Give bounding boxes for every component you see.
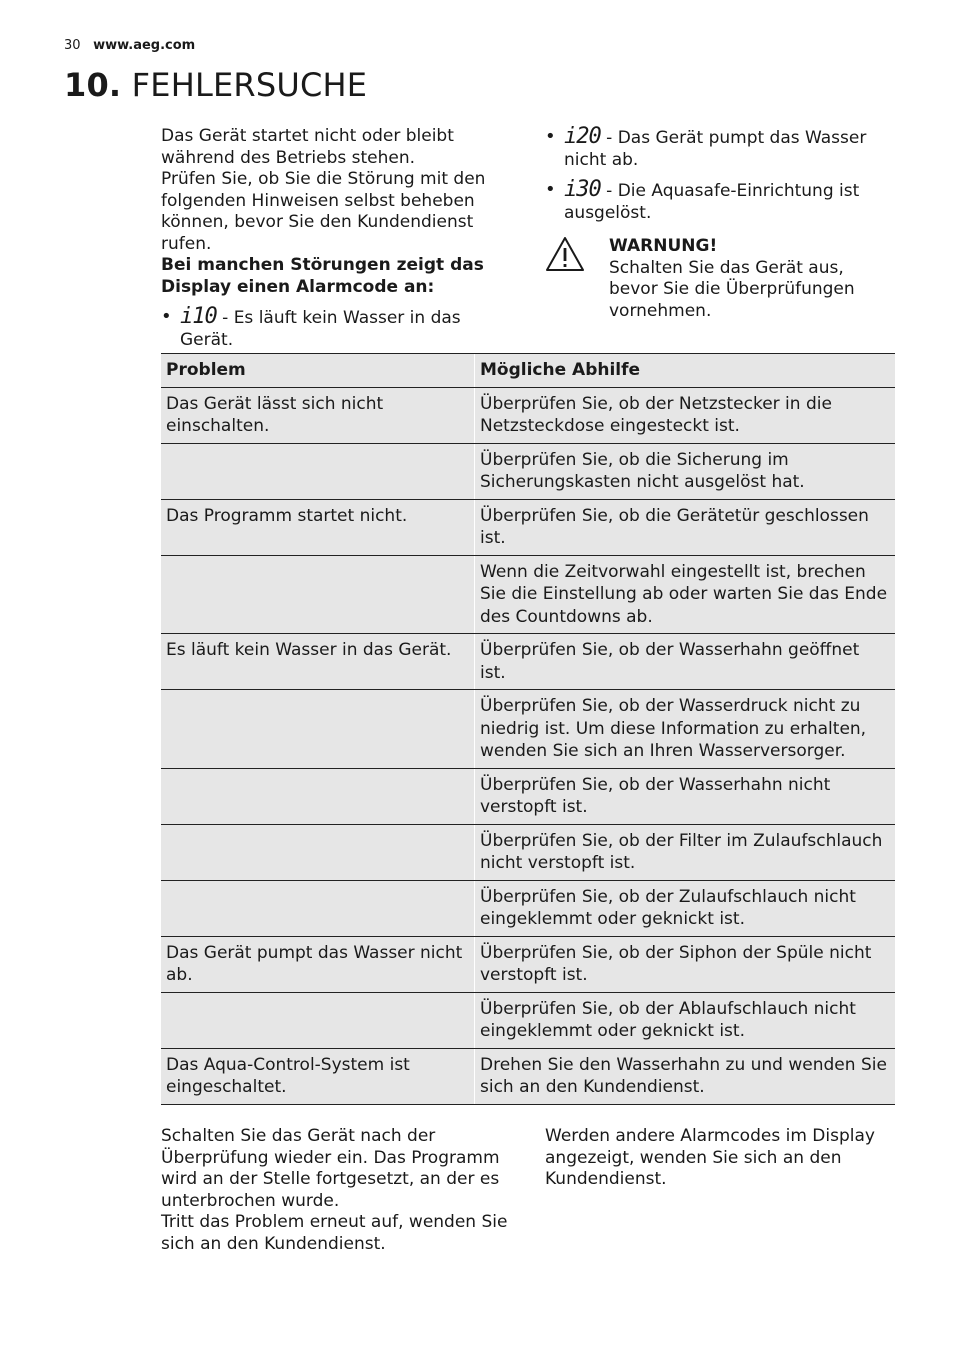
problem-cell — [161, 824, 475, 880]
problem-cell — [161, 992, 475, 1048]
alarm-text: - Das Gerät pumpt das Wasser nicht ab. — [564, 128, 867, 170]
intro-paragraph-1: Das Gerät startet nicht oder bleibt während des Betriebs stehen. — [161, 126, 454, 168]
table-row — [161, 1048, 895, 1104]
warning-box — [545, 236, 885, 322]
intro-column — [161, 126, 511, 351]
table-row — [161, 936, 895, 992]
intro-paragraph-2: Prüfen Sie, ob Sie die Störung mit den folgenden Hinweisen selbst beheben können, bevor Sie den Kundendienst rufen. — [161, 169, 486, 254]
section-number: 10. — [64, 66, 122, 104]
column-header-remedy: Mögliche Abhilfe — [475, 354, 896, 388]
alarm-code: i20 — [564, 124, 601, 149]
remedy-cell: Wenn die Zeitvorwahl eingestellt ist, brechen Sie die Einstellung ab oder warten Sie das Ende des Countdowns ab. — [475, 555, 896, 634]
problem-cell — [161, 443, 475, 499]
alarm-text: - Die Aquasafe-Einrichtung ist ausgelöst. — [564, 181, 860, 223]
page-number: 30 — [64, 38, 81, 53]
section-title — [64, 66, 367, 104]
footer-paragraph-3: Werden andere Alarmcodes im Display angezeigt, wenden Sie sich an den Kundendienst. — [545, 1126, 875, 1189]
problem-cell — [161, 555, 475, 634]
alarm-code: i30 — [564, 177, 601, 202]
remedy-cell: Überprüfen Sie, ob die Gerätetür geschlossen ist. — [475, 499, 896, 555]
warning-text: Schalten Sie das Gerät aus, bevor Sie die Überprüfungen vornehmen. — [609, 257, 855, 321]
remedy-cell: Überprüfen Sie, ob der Siphon der Spüle nicht verstopft ist. — [475, 936, 896, 992]
table-row — [161, 443, 895, 499]
column-header-problem: Problem — [161, 354, 475, 388]
table-row — [161, 634, 895, 690]
remedy-cell: Überprüfen Sie, ob der Ablaufschlauch nicht eingeklemmt oder geknickt ist. — [475, 992, 896, 1048]
problem-cell — [161, 880, 475, 936]
website-url: www.aeg.com — [93, 38, 196, 53]
remedy-cell: Überprüfen Sie, ob der Zulaufschlauch nicht eingeklemmt oder geknickt ist. — [475, 880, 896, 936]
footer-paragraph-1: Schalten Sie das Gerät nach der Überprüfung wieder ein. Das Programm wird an der Stelle fortgesetzt, an der es unterbrochen wurde. — [161, 1126, 500, 1211]
table-row — [161, 555, 895, 634]
intro-paragraph-bold: Bei manchen Störungen zeigt das Display einen Alarmcode an: — [161, 255, 484, 297]
warning-title: WARNUNG! — [609, 236, 718, 256]
footer-right-column — [545, 1126, 890, 1191]
remedy-cell: Überprüfen Sie, ob der Wasserhahn nicht verstopft ist. — [475, 768, 896, 824]
alarm-item-i30 — [545, 179, 885, 224]
remedy-cell: Überprüfen Sie, ob der Wasserdruck nicht zu niedrig ist. Um diese Information zu erhalten, wenden Sie sich an Ihren Wasserversorger. — [475, 690, 896, 769]
alarm-item-i10 — [161, 306, 511, 351]
footer-left-column — [161, 1126, 521, 1255]
table-row — [161, 880, 895, 936]
page-header — [64, 38, 195, 53]
table-row — [161, 768, 895, 824]
remedy-cell: Überprüfen Sie, ob der Netzstecker in die Netzsteckdose eingesteckt ist. — [475, 387, 896, 443]
warning-triangle-icon — [545, 236, 585, 272]
problem-cell: Es läuft kein Wasser in das Gerät. — [161, 634, 475, 690]
problem-cell — [161, 690, 475, 769]
alarm-item-i20 — [545, 126, 885, 171]
problem-cell: Das Gerät pumpt das Wasser nicht ab. — [161, 936, 475, 992]
problem-cell: Das Programm startet nicht. — [161, 499, 475, 555]
problem-cell — [161, 768, 475, 824]
table-row — [161, 992, 895, 1048]
section-title-text: FEHLERSUCHE — [131, 66, 368, 104]
table-header-row — [161, 354, 895, 388]
table-row — [161, 387, 895, 443]
alarm-text: - Es läuft kein Wasser in das Gerät. — [180, 308, 461, 350]
remedy-cell: Überprüfen Sie, ob der Wasserhahn geöffnet ist. — [475, 634, 896, 690]
footer-paragraph-2: Tritt das Problem erneut auf, wenden Sie sich an den Kundendienst. — [161, 1212, 508, 1254]
problem-cell: Das Gerät lässt sich nicht einschalten. — [161, 387, 475, 443]
problem-cell: Das Aqua-Control-System ist eingeschaltet. — [161, 1048, 475, 1104]
troubleshooting-table — [161, 353, 895, 1105]
remedy-cell: Drehen Sie den Wasserhahn zu und wenden Sie sich an den Kundendienst. — [475, 1048, 896, 1104]
alarm-code: i10 — [180, 304, 217, 329]
remedy-cell: Überprüfen Sie, ob der Filter im Zulaufschlauch nicht verstopft ist. — [475, 824, 896, 880]
alarm-column — [545, 126, 885, 322]
table-row — [161, 690, 895, 769]
remedy-cell: Überprüfen Sie, ob die Sicherung im Sicherungskasten nicht ausgelöst hat. — [475, 443, 896, 499]
table-row — [161, 824, 895, 880]
table-row — [161, 499, 895, 555]
